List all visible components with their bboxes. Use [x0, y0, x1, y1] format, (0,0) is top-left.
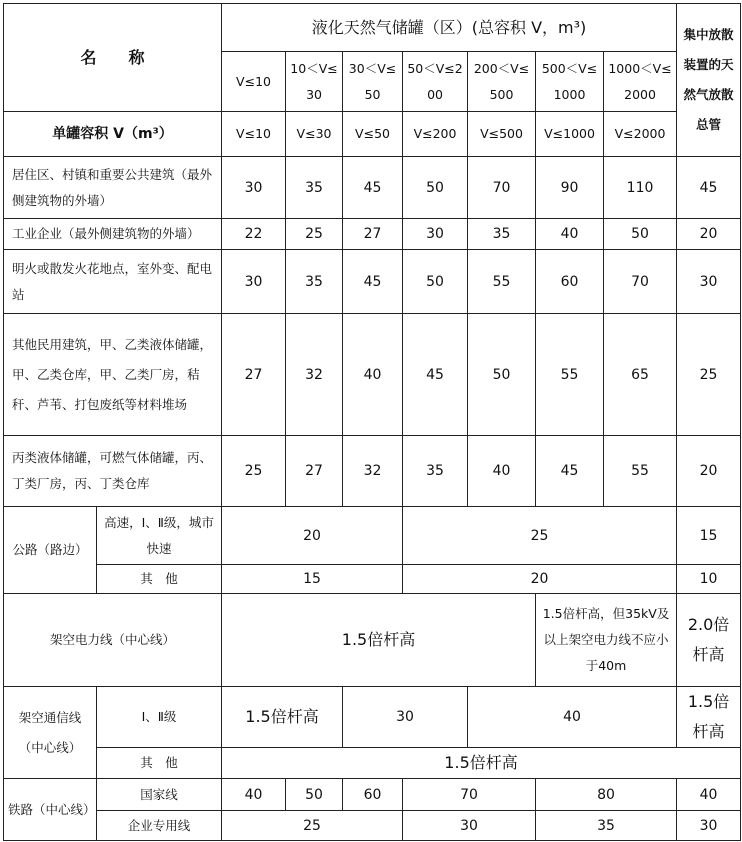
- vent-cell: 20: [677, 436, 741, 507]
- total-range-cell: 500＜V≤1000: [536, 52, 604, 112]
- table-row: [4, 436, 741, 507]
- vent-cell: 20: [677, 219, 741, 250]
- power-line-vent: 2.0倍杆高: [677, 594, 741, 687]
- value-cell: 40: [468, 687, 677, 748]
- value-cell: 40: [343, 314, 403, 436]
- value-cell: 50: [403, 157, 468, 219]
- single-range-cell: V≤200: [403, 112, 468, 157]
- value-cell: 20: [222, 507, 403, 565]
- railway-enterprise-name: 企业专用线: [97, 811, 222, 841]
- vent-cell: 1.5倍杆高: [677, 687, 741, 748]
- value-cell: 22: [222, 219, 286, 250]
- total-range-cell: V≤10: [222, 52, 286, 112]
- value-cell: 20: [403, 565, 677, 594]
- total-range-cell: 200＜V≤500: [468, 52, 536, 112]
- value-cell: 1.5倍杆高: [222, 748, 741, 779]
- value-cell: 55: [604, 436, 677, 507]
- value-cell: 30: [222, 250, 286, 314]
- value-cell: 35: [403, 436, 468, 507]
- vent-cell: 40: [677, 779, 741, 811]
- table-row: [4, 157, 741, 219]
- value-cell: 40: [468, 436, 536, 507]
- value-cell: 25: [222, 436, 286, 507]
- row-name: 其他民用建筑，甲、乙类液体储罐，甲、乙类仓库，甲、乙类厂房，秸秆、芦苇、打包废纸等材料堆场: [4, 314, 222, 436]
- lng-distance-table: [3, 3, 741, 841]
- value-cell: 1.5倍杆高: [222, 687, 343, 748]
- value-cell: 45: [536, 436, 604, 507]
- value-cell: 35: [536, 811, 677, 841]
- value-cell: 45: [343, 250, 403, 314]
- table-row: [4, 219, 741, 250]
- vent-cell: 30: [677, 811, 741, 841]
- vent-cell: 10: [677, 565, 741, 594]
- value-cell: 35: [468, 219, 536, 250]
- single-tank-label: 单罐容积 V（m³）: [4, 112, 222, 157]
- highway-other-name: 其 他: [97, 565, 222, 594]
- value-cell: 45: [403, 314, 468, 436]
- vent-header: 集中放散装置的天然气放散总管: [677, 4, 741, 157]
- table-row: [4, 748, 741, 779]
- single-range-cell: V≤30: [286, 112, 343, 157]
- vent-cell: 30: [677, 250, 741, 314]
- value-cell: 80: [536, 779, 677, 811]
- value-cell: 32: [343, 436, 403, 507]
- power-line-label: 架空电力线（中心线）: [4, 594, 222, 687]
- value-cell: 50: [468, 314, 536, 436]
- single-range-cell: V≤500: [468, 112, 536, 157]
- value-cell: 25: [222, 811, 403, 841]
- row-name: 工业企业（最外侧建筑物的外墙）: [4, 219, 222, 250]
- row-name: 居住区、村镇和重要公共建筑（最外侧建筑物的外墙）: [4, 157, 222, 219]
- railway-label: 铁路（中心线）: [4, 779, 97, 841]
- comm-other-name: 其 他: [97, 748, 222, 779]
- comm-line-label: 架空通信线（中心线）: [4, 687, 97, 779]
- table-row: [4, 507, 741, 565]
- highway-label: 公路（路边）: [4, 507, 97, 594]
- row-name: 丙类液体储罐，可燃气体储罐，丙、丁类厂房，丙、丁类仓库: [4, 436, 222, 507]
- value-cell: 25: [286, 219, 343, 250]
- value-cell: 50: [286, 779, 343, 811]
- value-cell: 30: [222, 157, 286, 219]
- table-row: [4, 314, 741, 436]
- vent-cell: 15: [677, 507, 741, 565]
- value-cell: 45: [343, 157, 403, 219]
- table-row: [4, 594, 741, 687]
- highway-express-name: 高速，Ⅰ、Ⅱ级，城市快速: [97, 507, 222, 565]
- value-cell: 27: [343, 219, 403, 250]
- power-line-main: 1.5倍杆高: [222, 594, 536, 687]
- table-row: [4, 250, 741, 314]
- table-row: [4, 565, 741, 594]
- value-cell: 90: [536, 157, 604, 219]
- value-cell: 35: [286, 250, 343, 314]
- value-cell: 60: [343, 779, 403, 811]
- value-cell: 110: [604, 157, 677, 219]
- value-cell: 55: [536, 314, 604, 436]
- value-cell: 25: [403, 507, 677, 565]
- table-row: [4, 811, 741, 841]
- comm-class12-name: Ⅰ、Ⅱ级: [97, 687, 222, 748]
- total-range-cell: 50＜V≤200: [403, 52, 468, 112]
- value-cell: 40: [536, 219, 604, 250]
- tank-area-title: 液化天然气储罐（区）(总容积 V，m³): [222, 4, 677, 52]
- table-row: [4, 779, 741, 811]
- value-cell: 65: [604, 314, 677, 436]
- value-cell: 35: [286, 157, 343, 219]
- value-cell: 27: [222, 314, 286, 436]
- value-cell: 60: [536, 250, 604, 314]
- single-range-cell: V≤1000: [536, 112, 604, 157]
- value-cell: 30: [403, 811, 536, 841]
- vent-cell: 45: [677, 157, 741, 219]
- vent-cell: 25: [677, 314, 741, 436]
- single-range-cell: V≤50: [343, 112, 403, 157]
- value-cell: 30: [403, 219, 468, 250]
- value-cell: 70: [403, 779, 536, 811]
- single-range-cell: V≤10: [222, 112, 286, 157]
- total-range-cell: 10＜V≤30: [286, 52, 343, 112]
- total-range-cell: 1000＜V≤2000: [604, 52, 677, 112]
- value-cell: 70: [604, 250, 677, 314]
- table-row: [4, 687, 741, 748]
- value-cell: 55: [468, 250, 536, 314]
- value-cell: 27: [286, 436, 343, 507]
- single-range-cell: V≤2000: [604, 112, 677, 157]
- value-cell: 50: [403, 250, 468, 314]
- value-cell: 70: [468, 157, 536, 219]
- railway-national-name: 国家线: [97, 779, 222, 811]
- value-cell: 50: [604, 219, 677, 250]
- power-line-note: 1.5倍杆高，但35kV及以上架空电力线不应小于40m: [536, 594, 677, 687]
- total-range-cell: 30＜V≤50: [343, 52, 403, 112]
- value-cell: 30: [343, 687, 468, 748]
- name-header: 名 称: [4, 4, 222, 112]
- value-cell: 40: [222, 779, 286, 811]
- row-name: 明火或散发火花地点，室外变、配电站: [4, 250, 222, 314]
- value-cell: 32: [286, 314, 343, 436]
- value-cell: 15: [222, 565, 403, 594]
